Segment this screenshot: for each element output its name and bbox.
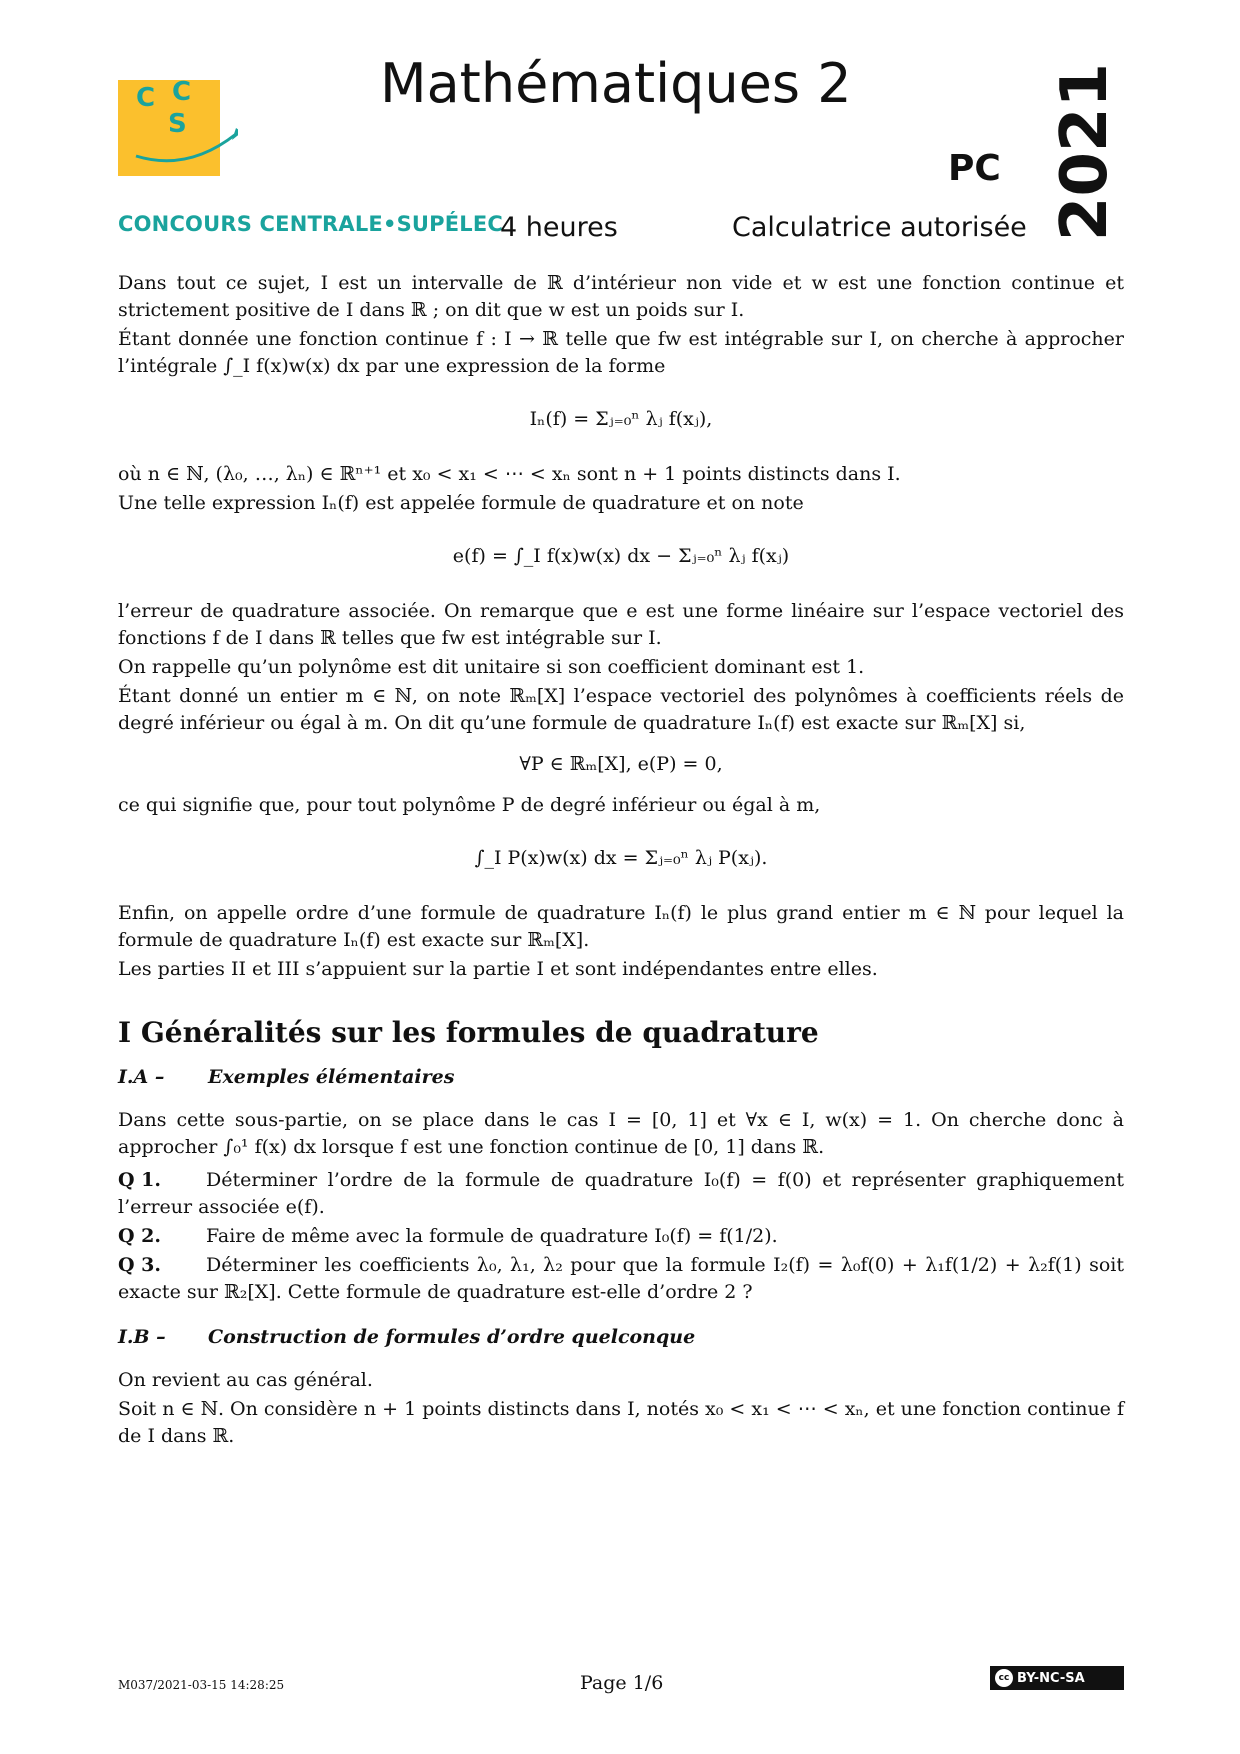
subsection-tag: I.A – — [118, 1066, 165, 1088]
filiere-label: PC — [948, 148, 1001, 189]
equation-quadrature: Iₙ(f) = Σⱼ₌₀ⁿ λⱼ f(xⱼ), — [529, 408, 713, 430]
intro-paragraph: Enfin, on appelle ordre d’une formule de quadrature Iₙ(f) le plus grand entier m ∈ ℕ pour lequel la formule de quadrature Iₙ(f) est exacte sur ℝₘ[X]. — [118, 902, 1124, 951]
license-badge — [990, 1666, 1124, 1690]
section-title: I Généralités sur les formules de quadrature — [118, 1016, 819, 1049]
intro-paragraph: où n ∈ ℕ, (λ₀, …, λₙ) ∈ ℝⁿ⁺¹ et x₀ < x₁ < ⋯ < xₙ sont n + 1 points distincts dans I. — [118, 463, 901, 485]
ccs-logo — [118, 80, 238, 184]
question-label: Q 2. — [118, 1225, 162, 1247]
intro-paragraph: l’erreur de quadrature associée. On remarque que e est une forme linéaire sur l’espace vectoriel des fonctions f de I dans ℝ telles que fw est intégrable sur I. — [118, 600, 1124, 649]
section-paragraph: Soit n ∈ ℕ. On considère n + 1 points distincts dans I, notés x₀ < x₁ < ⋯ < xₙ, et une fonction continue f de I dans ℝ. — [118, 1398, 1124, 1447]
year-label — [1045, 62, 1125, 242]
subsection-tag: I.B – — [118, 1326, 166, 1348]
subsection-title: Exemples élémentaires — [208, 1066, 455, 1088]
calculator-label: Calculatrice autorisée — [732, 212, 1027, 243]
intro-paragraph: Étant donnée une fonction continue f : I → ℝ telle que fw est intégrable sur I, on cherche à approcher l’intégrale ∫_I f(x)w(x) dx par une expression de la forme — [118, 328, 1124, 377]
logo-caption: CONCOURS CENTRALE•SUPÉLEC — [118, 212, 504, 236]
intro-paragraph: Dans tout ce sujet, I est un intervalle de ℝ d’intérieur non vide et w est une fonction continue et strictement positive de I dans ℝ ; on dit que w est un poids sur I. — [118, 272, 1124, 321]
subsection-heading-a — [118, 1064, 1124, 1091]
question-text: Faire de même avec la formule de quadrature I₀(f) = f(1/2). — [206, 1225, 778, 1247]
section-paragraph: On revient au cas général. — [118, 1369, 373, 1391]
intro-paragraph: Étant donné un entier m ∈ ℕ, on note ℝₘ[X] l’espace vectoriel des polynômes à coefficients réels de degré inférieur ou égal à m. On dit qu’une formule de quadrature Iₙ(f) est exacte sur ℝₘ[X] si, — [118, 685, 1124, 734]
intro-paragraph: ce qui signifie que, pour tout polynôme P de degré inférieur ou égal à m, — [118, 794, 821, 816]
question-label: Q 3. — [118, 1254, 162, 1276]
page-number: Page 1/6 — [580, 1672, 664, 1694]
section-paragraph: Dans cette sous-partie, on se place dans le cas I = [0, 1] et ∀x ∈ I, w(x) = 1. On cherche donc à approcher ∫₀¹ f(x) dx lorsque f est une fonction continue de [0, 1] dans ℝ. — [118, 1109, 1124, 1158]
subsection-title: Construction de formules d’ordre quelconque — [208, 1326, 696, 1348]
year-text: 2021 — [1048, 62, 1122, 242]
license-text: BY-NC-SA — [1017, 1670, 1085, 1686]
intro-paragraph: Les parties II et III s’appuient sur la partie I et sont indépendantes entre elles. — [118, 958, 878, 980]
question-1 — [118, 1167, 1124, 1221]
question-label: Q 1. — [118, 1169, 162, 1191]
svg-text:C: C — [172, 80, 192, 107]
footer-reference: M037/2021-03-15 14:28:25 — [118, 1678, 285, 1692]
equation-error: e(f) = ∫_I f(x)w(x) dx − Σⱼ₌₀ⁿ λⱼ f(xⱼ) — [452, 545, 790, 567]
question-text: Déterminer les coefficients λ₀, λ₁, λ₂ pour que la formule I₂(f) = λ₀f(0) + λ₁f(1/2) + λ₂f(1) soit exacte sur ℝ₂[X]. Cette formule de quadrature est-elle d’ordre 2 ? — [118, 1254, 1124, 1303]
cc-icon: cc — [995, 1669, 1013, 1687]
equation-exactness: ∀P ∈ ℝₘ[X], e(P) = 0, — [519, 753, 723, 775]
question-3 — [118, 1252, 1124, 1306]
intro-paragraph: On rappelle qu’un polynôme est dit unitaire si son coefficient dominant est 1. — [118, 656, 865, 678]
page-title: Mathématiques 2 — [380, 52, 852, 115]
document-body — [118, 270, 1124, 1452]
ccs-logo-graphic — [118, 80, 238, 180]
svg-text:C: C — [136, 83, 156, 113]
subsection-heading-b — [118, 1324, 1124, 1351]
question-text: Déterminer l’ordre de la formule de quadrature I₀(f) = f(0) et représenter graphiquement l’erreur associée e(f). — [118, 1169, 1124, 1218]
equation-polynomial: ∫_I P(x)w(x) dx = Σⱼ₌₀ⁿ λⱼ P(xⱼ). — [474, 847, 768, 869]
intro-paragraph: Une telle expression Iₙ(f) est appelée formule de quadrature et on note — [118, 492, 804, 514]
duration-label: 4 heures — [500, 212, 618, 243]
question-2 — [118, 1223, 1124, 1250]
svg-text:S: S — [168, 109, 187, 139]
